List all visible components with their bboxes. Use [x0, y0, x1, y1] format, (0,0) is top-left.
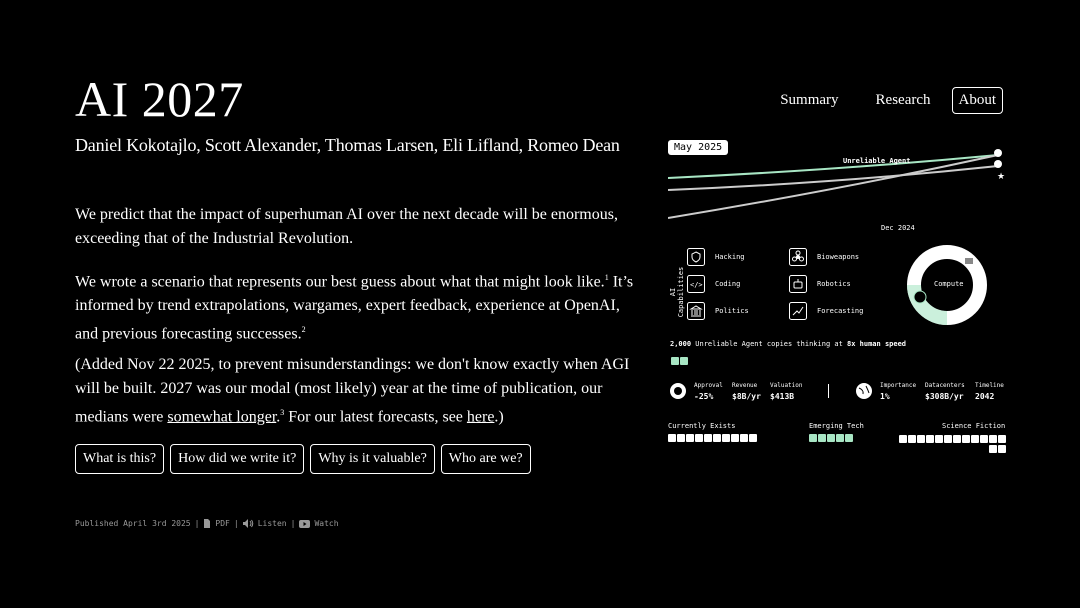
axis-date-label: Dec 2024: [881, 224, 915, 232]
science-fiction-label: Science Fiction: [942, 422, 1006, 430]
capability-coding: [687, 275, 740, 293]
biohazard-icon: [789, 248, 807, 266]
update-text-1: (Added Nov 22 2025, to prevent misunderstandings: we don't know exactly when AGI will be built. 2027 was our modal (most likely) year at the time of publication, our medians were: [75, 356, 630, 426]
svg-text:</>: </>: [690, 281, 703, 289]
capitol-icon: [687, 302, 705, 320]
capability-label: Hacking: [715, 253, 745, 261]
emerging-tech-squares: [809, 434, 854, 442]
donut-label: Compute: [934, 280, 964, 288]
capability-forecasting: [789, 302, 863, 320]
shield-icon: [687, 248, 705, 266]
stats-divider: [828, 384, 829, 398]
globe-icon: [994, 160, 1002, 168]
milestone-icon-1: [994, 149, 1002, 157]
agent-copies-text: 2,000 Unreliable Agent copies thinking at 8x human speed: [670, 340, 907, 348]
stat-value: $308B/yr: [925, 392, 964, 401]
stat-valuation: [770, 382, 803, 401]
footer: Published April 3rd 2025 | PDF | Listen | Watch: [75, 519, 339, 528]
listen-link[interactable]: Listen: [257, 519, 287, 528]
watch-link[interactable]: Watch: [314, 519, 339, 528]
authors: Daniel Kokotajlo, Scott Alexander, Thomas Larsen, Eli Lifland, Romeo Dean: [75, 135, 620, 155]
emerging-tech-label: Emerging Tech: [809, 422, 864, 430]
trend-icon: [789, 302, 807, 320]
footnote-3[interactable]: 3: [280, 408, 285, 417]
video-icon: [299, 520, 310, 528]
nav-research[interactable]: Research: [875, 92, 931, 108]
scenario-text-2: It’s informed by trend extrapolations, wargames, expert feedback, experience at OpenAI, and previous forecasting successes.: [75, 273, 634, 343]
page-title: AI 2027: [75, 71, 244, 127]
scenario-text-1: We wrote a scenario that represents our best guess about what that might look like.: [75, 273, 605, 291]
stat-label: Importance: [880, 382, 917, 389]
faq-buttons: [75, 444, 531, 474]
bolt-icon: [914, 291, 926, 303]
stat-label: Revenue: [732, 382, 758, 389]
currently-exists-squares: [668, 434, 758, 442]
nav-summary[interactable]: Summary: [780, 92, 839, 108]
capability-label: Forecasting: [817, 307, 864, 315]
pdf-link[interactable]: PDF: [215, 519, 230, 528]
capability-label: Politics: [715, 307, 749, 315]
progress-chart: [668, 145, 1008, 230]
speaker-icon: [243, 519, 254, 528]
stat-value: 1%: [880, 392, 890, 401]
capability-hacking: [687, 248, 745, 266]
science-fiction-squares: [895, 434, 1007, 454]
chart-lines: [668, 155, 998, 218]
update-paragraph: (Added Nov 22 2025, to prevent misunderstandings: we don't know exactly when AGI will be built. 2027 was our modal (most likely) year at the time of publication, our medians were somewhat longer.$^3$ For our latest forecasts, see here.): [75, 356, 630, 426]
here-link[interactable]: here: [466, 408, 495, 426]
agent-copies-squares: [671, 352, 689, 370]
stat-value: 2042: [975, 392, 995, 401]
currently-exists-label: Currently Exists: [668, 422, 736, 430]
published-date: Published April 3rd 2025: [75, 519, 191, 528]
globe-icon: [855, 382, 873, 400]
capability-bioweapons: [789, 248, 859, 266]
stat-datacenters: [925, 382, 965, 401]
update-text-2: For our latest forecasts, see: [284, 408, 467, 426]
date-badge: May 2025: [668, 140, 728, 155]
stat-revenue: [732, 382, 761, 401]
why-is-it-valuable-button[interactable]: Why is it valuable?: [310, 444, 434, 474]
top-nav: [774, 87, 1003, 114]
stat-approval: [694, 382, 723, 401]
capability-label: Robotics: [817, 280, 851, 288]
capability-label: Coding: [715, 280, 741, 288]
code-icon: [687, 275, 705, 293]
stat-value: $413B: [770, 392, 795, 401]
stat-importance: [880, 382, 916, 401]
robot-icon: [789, 275, 807, 293]
intro-paragraph: We predict that the impact of superhuman AI over the next decade will be enormous, exceeding that of the Industrial Revolution.: [75, 206, 618, 247]
capability-label: Bioweapons: [817, 253, 860, 261]
who-are-we-button[interactable]: Who are we?: [441, 444, 531, 474]
how-did-we-write-it-button[interactable]: How did we write it?: [170, 444, 304, 474]
stat-label: Datacenters: [925, 382, 965, 389]
what-is-this-button[interactable]: What is this?: [75, 444, 164, 474]
nav-about[interactable]: About: [952, 87, 1004, 114]
stat-value: -25%: [694, 392, 714, 401]
stat-label: Approval: [694, 382, 723, 389]
somewhat-longer-link[interactable]: somewhat longer: [167, 408, 277, 426]
line-label: Unreliable Agent: [843, 157, 911, 165]
pdf-icon: [203, 519, 211, 528]
update-text-3: .): [494, 408, 504, 426]
capability-politics: [687, 302, 749, 320]
capability-robotics: [789, 275, 851, 293]
star-icon: ★: [997, 172, 1006, 182]
stat-label: Valuation: [770, 382, 803, 389]
stat-label: Timeline: [975, 382, 1004, 389]
footnote-2[interactable]: 2: [301, 325, 306, 335]
stat-timeline: [975, 382, 1004, 401]
capabilities-label: AI Capabilities: [669, 266, 685, 318]
stat-value: $8B/yr: [732, 392, 761, 401]
flag-icon: [965, 258, 973, 264]
scenario-paragraph: [75, 266, 635, 347]
footnote-1[interactable]: 1: [604, 273, 609, 282]
openai-icon: [669, 382, 687, 400]
